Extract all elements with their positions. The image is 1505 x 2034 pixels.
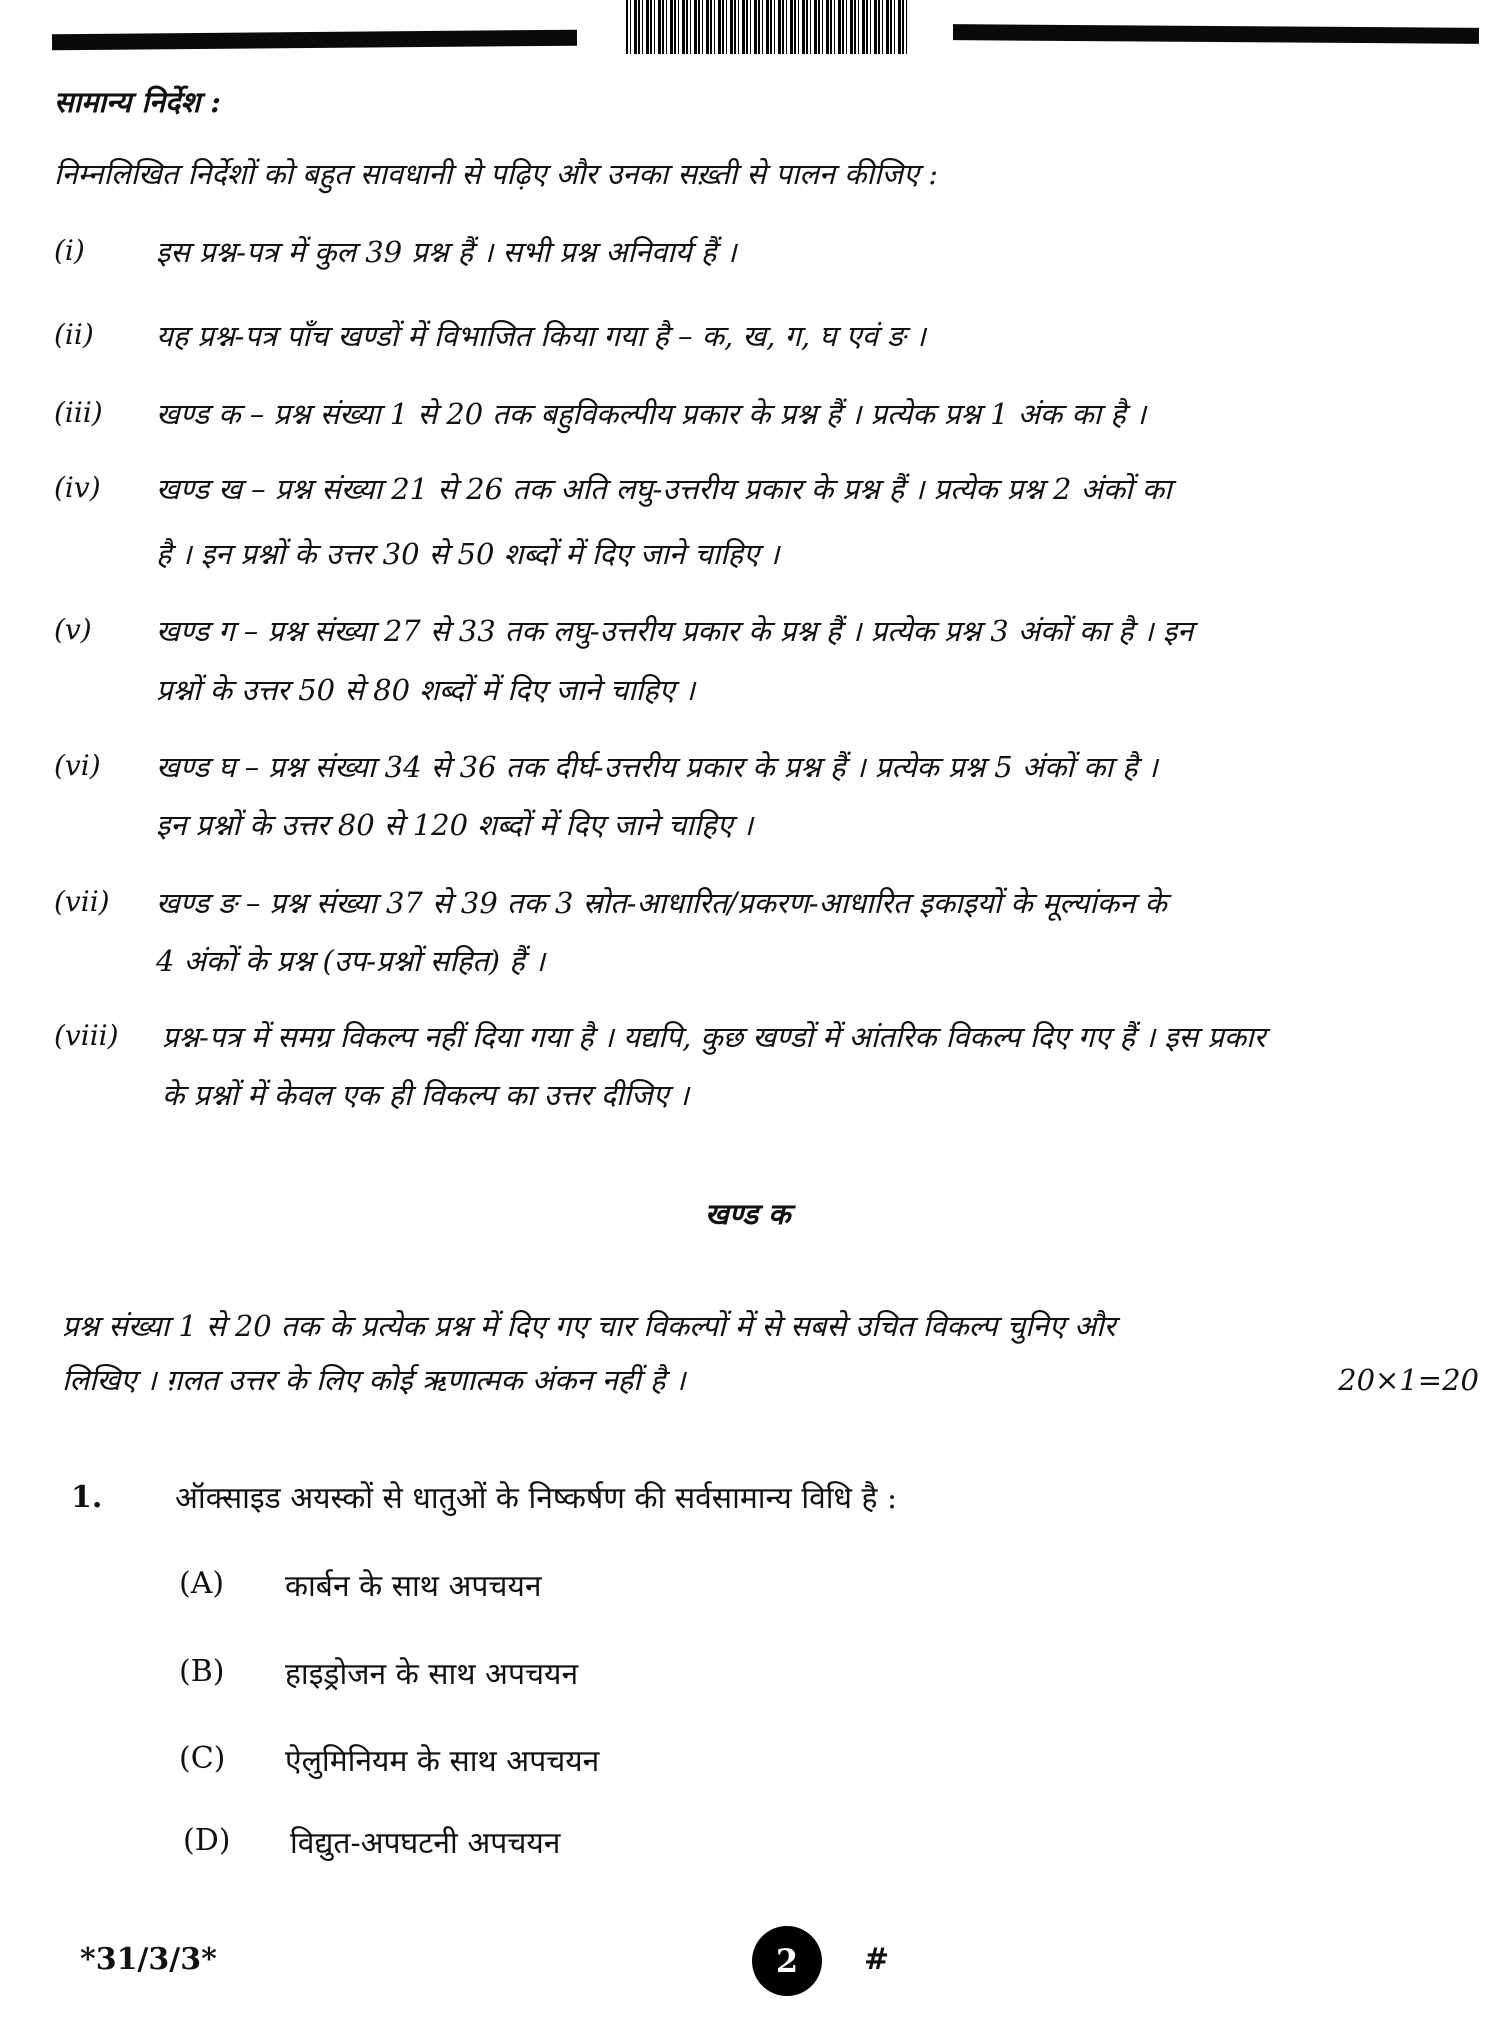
instruction-text: यह प्रश्न-पत्र पाँच खण्डों में विभाजित किया गया है – क, ख, ग, घ एवं ङ । bbox=[156, 319, 926, 353]
hash-mark: # bbox=[864, 1942, 890, 1977]
page-number: 2 bbox=[752, 1926, 822, 1996]
instructions-intro: निम्नलिखित निर्देशों को बहुत सावधानी से पढ़िए और उनका सख़्ती से पालन कीजिए : bbox=[54, 157, 939, 191]
section-a-marks: 20×1=20 bbox=[1338, 1363, 1479, 1397]
option-b-label: (B) bbox=[179, 1654, 225, 1689]
instruction-label: (vi) bbox=[54, 749, 101, 782]
question-number: 1. bbox=[71, 1480, 103, 1515]
option-c-text: ऐलुमिनियम के साथ अपचयन bbox=[285, 1744, 600, 1779]
instruction-text: 4 अंकों के प्रश्न (उप-प्रश्नों सहित) हैं । bbox=[156, 944, 545, 978]
barcode-icon bbox=[626, 0, 908, 54]
option-a-label: (A) bbox=[179, 1566, 225, 1601]
instruction-label: (i) bbox=[54, 234, 85, 267]
instruction-text: के प्रश्नों में केवल एक ही विकल्प का उत्तर दीजिए । bbox=[162, 1078, 689, 1112]
option-d-text: विद्युत-अपघटनी अपचयन bbox=[290, 1826, 561, 1861]
option-b-text: हाइड्रोजन के साथ अपचयन bbox=[285, 1657, 579, 1692]
option-d-label: (D) bbox=[183, 1823, 231, 1858]
instruction-text: प्रश्न-पत्र में समग्र विकल्प नहीं दिया गया है । यद्यपि, कुछ खण्डों में आंतरिक विकल्प दिए गए हैं । इस प्रकार bbox=[162, 1020, 1266, 1054]
section-a-instruction-line-2: लिखिए । ग़लत उत्तर के लिए कोई ऋणात्मक अंकन नहीं है । bbox=[62, 1363, 686, 1397]
instruction-text: इन प्रश्नों के उत्तर 80 से 120 शब्दों में दिए जाने चाहिए । bbox=[156, 808, 753, 842]
instruction-label: (v) bbox=[54, 613, 92, 646]
question-text: ऑक्साइड अयस्कों से धातुओं के निष्कर्षण की सर्वसामान्य विधि है : bbox=[175, 1481, 898, 1516]
instruction-text: खण्ड ग – प्रश्न संख्या 27 से 33 तक लघु-उत्तरीय प्रकार के प्रश्न हैं । प्रत्येक प्रश्न 3 अंकों का है । इन bbox=[156, 614, 1194, 648]
instruction-text: प्रश्नों के उत्तर 50 से 80 शब्दों में दिए जाने चाहिए । bbox=[156, 673, 695, 707]
instruction-text: खण्ड क – प्रश्न संख्या 1 से 20 तक बहुविकल्पीय प्रकार के प्रश्न हैं । प्रत्येक प्रश्न 1 अंक का है । bbox=[156, 397, 1147, 431]
paper-code: *31/3/3* bbox=[80, 1942, 217, 1977]
instruction-text: खण्ड ख – प्रश्न संख्या 21 से 26 तक अति लघु-उत्तरीय प्रकार के प्रश्न हैं । प्रत्येक प्रश्न 2 अंकों का bbox=[156, 472, 1172, 506]
section-a-title: खण्ड क bbox=[705, 1197, 791, 1231]
instruction-text: खण्ड घ – प्रश्न संख्या 34 से 36 तक दीर्घ-उत्तरीय प्रकार के प्रश्न हैं । प्रत्येक प्रश्न 5 अंकों का है । bbox=[156, 750, 1158, 784]
instructions-title: सामान्य निर्देश : bbox=[54, 85, 221, 119]
instruction-text: है । इन प्रश्नों के उत्तर 30 से 50 शब्दों में दिए जाने चाहिए । bbox=[156, 537, 780, 571]
header-bar-right bbox=[953, 24, 1479, 44]
instruction-label: (viii) bbox=[54, 1019, 119, 1052]
instruction-label: (ii) bbox=[54, 318, 94, 351]
instruction-text: इस प्रश्न-पत्र में कुल 39 प्रश्न हैं । सभी प्रश्न अनिवार्य हैं । bbox=[156, 235, 737, 269]
section-a-instruction-line-1: प्रश्न संख्या 1 से 20 तक के प्रत्येक प्रश्न में दिए गए चार विकल्पों में से सबसे उचित विकल्प चुनिए और bbox=[62, 1309, 1116, 1343]
option-c-label: (C) bbox=[179, 1741, 226, 1776]
header-bar-left bbox=[52, 30, 577, 51]
instruction-text: खण्ड ङ – प्रश्न संख्या 37 से 39 तक 3 स्रोत-आधारित/प्रकरण-आधारित इकाइयों के मूल्यांकन के bbox=[156, 886, 1167, 920]
instruction-label: (iv) bbox=[54, 471, 101, 504]
instruction-label: (vii) bbox=[54, 885, 110, 918]
instruction-label: (iii) bbox=[54, 396, 103, 429]
option-a-text: कार्बन के साथ अपचयन bbox=[285, 1569, 542, 1604]
